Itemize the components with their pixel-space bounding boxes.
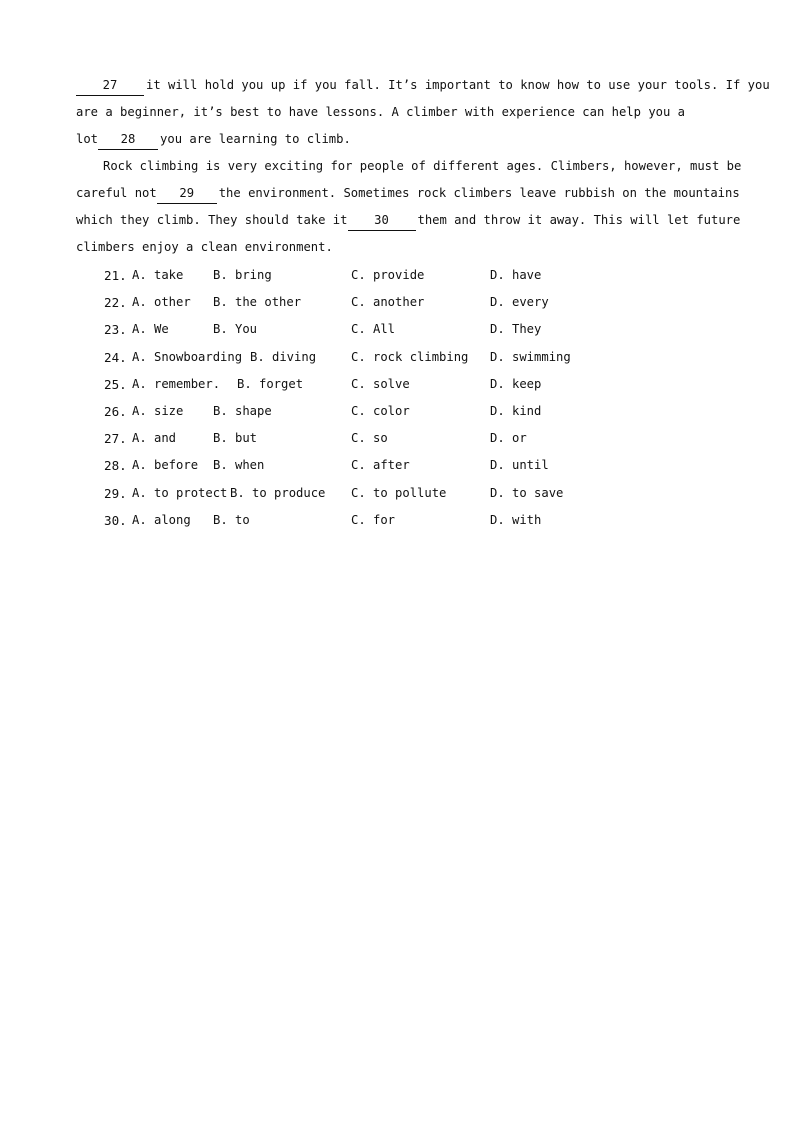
passage-line-1-text: it will hold you up if you fall. It’s important to know how to use your tools. If you [146,78,770,92]
passage-line-5 [76,180,740,207]
question-number: 29. [104,485,127,501]
option-b: B. but [213,431,258,446]
option-a: A. along [132,512,191,527]
question-number: 25. [104,376,127,392]
option-c: C. for [351,512,396,527]
passage-line-3 [76,126,718,153]
blank-27: 27 [76,75,144,96]
option-c: C. another [351,295,425,310]
option-c: C. All [351,322,396,337]
option-d: D. every [490,295,549,310]
blank-29: 29 [157,183,217,204]
option-b: B. to produce [230,485,326,500]
option-d: D. with [490,512,542,527]
option-d: D. keep [490,376,542,391]
question-number: 21. [104,268,127,283]
option-d: D. to save [490,485,564,500]
option-b: B. diving [250,349,317,364]
option-a: A. before [132,458,199,473]
option-c: C. color [351,403,410,418]
option-b: B. bring [213,268,272,282]
option-a: A. size [132,403,184,418]
option-d: D. They [490,322,542,337]
option-d: D. until [490,458,549,473]
question-number: 27. [104,431,127,447]
blank-28: 28 [98,129,158,150]
option-a: A. to protect [132,485,228,500]
passage-line-2-text: are a beginner, it’s best to have lessons. A climber with experience can help you a [76,105,686,119]
passage-line-7 [76,234,718,261]
passage-line-6-post: them and throw it away. This will let future [417,213,741,227]
option-c: C. rock climbing [351,349,469,364]
passage-line-6-pre: which they climb. They should take it [76,213,348,227]
option-b: B. to [213,512,250,527]
passage-line-4 [76,153,742,180]
question-number: 28. [104,458,127,474]
question-number: 22. [104,295,127,311]
option-d: D. kind [490,403,542,418]
option-c: C. to pollute [351,485,447,500]
option-c: C. provide [351,268,425,282]
option-b: B. when [213,458,265,473]
option-b: B. shape [213,403,272,418]
option-b: B. You [213,322,258,337]
option-d: D. or [490,431,527,446]
option-d: D. swimming [490,349,571,364]
option-c: C. solve [351,376,410,391]
passage-line-3-pre: lot [76,132,99,146]
question-number: 23. [104,322,127,338]
option-a: A. remember. [132,376,221,391]
option-a: A. Snowboarding [132,349,243,364]
option-a: A. take [132,268,184,282]
option-a: A. We [132,322,169,337]
passage-line-4-text: Rock climbing is very exciting for people of different ages. Climbers, however, must be [103,159,742,173]
passage-line-3-post: you are learning to climb. [160,132,351,146]
passage-line-5-pre: careful not [76,186,157,200]
question-number: 26. [104,403,127,419]
blank-30: 30 [348,210,416,231]
question-number: 24. [104,349,127,365]
option-c: C. after [351,458,410,473]
passage-line-6 [76,207,741,234]
passage-line-5-post: the environment. Sometimes rock climbers leave rubbish on the mountains [218,186,740,200]
option-a: A. and [132,431,177,446]
passage-line-2 [76,99,718,126]
option-b: B. the other [213,295,302,310]
passage [76,72,770,261]
option-b: B. forget [237,376,304,391]
option-a: A. other [132,295,191,310]
option-d: D. have [490,268,542,282]
option-c: C. so [351,431,388,446]
passage-line-1 [76,72,770,99]
passage-line-7-text: climbers enjoy a clean environment. [76,240,333,254]
question-number: 30. [104,512,127,528]
